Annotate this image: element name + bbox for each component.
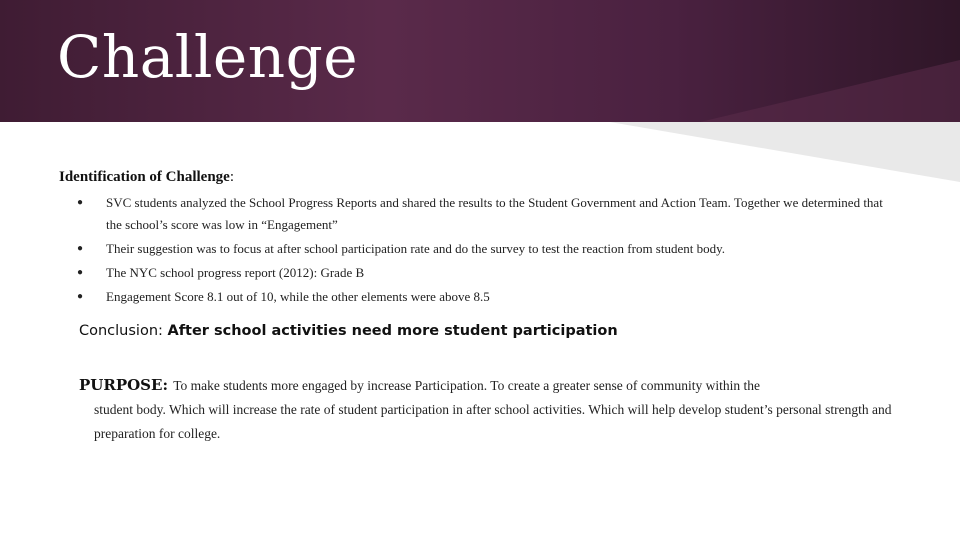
identification-colon: :: [229, 169, 235, 185]
bullet-icon: ●: [77, 291, 84, 302]
purple-wedge-shape: [700, 60, 960, 122]
conclusion-line: [79, 323, 618, 339]
conclusion-label: Conclusion:: [79, 323, 168, 339]
slide-title: Challenge: [57, 23, 359, 91]
conclusion-text: After school activities need more student participation: [167, 323, 618, 339]
list-item: [0, 262, 960, 284]
challenge-bullet-list: [0, 192, 960, 310]
bullet-icon: ●: [77, 243, 84, 254]
list-item: [0, 192, 960, 236]
gray-wedge-shape: [610, 122, 960, 182]
purpose-first-line: To make students more engaged by increase Participation. To create a greater sense of community within the: [173, 378, 760, 393]
bullet-text: Their suggestion was to focus at after school participation rate and do the survey to test the reaction from student body.: [106, 241, 726, 256]
list-item: [0, 238, 960, 260]
bullet-icon: ●: [77, 267, 84, 278]
identification-heading: [59, 169, 234, 186]
bullet-text: SVC students analyzed the School Progress Reports and shared the results to the Student Government and Action Team. Together we determined that the school’s score was low in “Engagement”: [106, 195, 883, 232]
purpose-paragraph: [79, 373, 899, 446]
bullet-text: Engagement Score 8.1 out of 10, while the other elements were above 8.5: [106, 289, 490, 304]
bullet-icon: ●: [77, 197, 84, 208]
list-item: [0, 286, 960, 308]
bullet-text: The NYC school progress report (2012): Grade B: [106, 265, 365, 280]
identification-label: Identification of Challenge: [59, 169, 230, 185]
purpose-continuation: student body. Which will increase the rate of student participation in after school activities. Which will help develop student’s personal strength and preparation for college.: [94, 402, 892, 441]
purpose-label: PURPOSE:: [79, 376, 174, 394]
